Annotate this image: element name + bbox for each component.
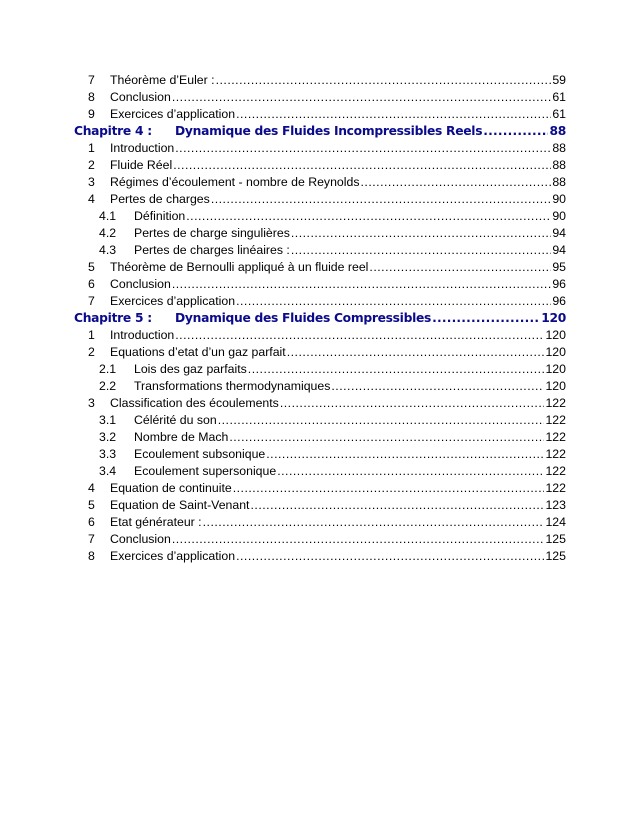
toc-entry-page: 120 [545, 328, 566, 342]
toc-entry[interactable] [0, 174, 638, 191]
toc-entry-title: Définition [134, 209, 186, 223]
toc-leader-dots [248, 361, 545, 378]
toc-entry-title: Nombre de Mach [134, 430, 229, 444]
toc-leader-dots [236, 293, 551, 310]
toc-entry[interactable] [0, 191, 638, 208]
toc-leader-dots [218, 412, 545, 429]
toc-leader-dots [172, 89, 551, 106]
toc-entry-number: 6 [88, 515, 95, 529]
toc-entry-page: 61 [552, 90, 566, 104]
toc-entry-page: 120 [545, 379, 566, 393]
toc-entry-body [110, 344, 566, 361]
toc-entry-title: Pertes de charge singulières [134, 226, 290, 240]
toc-leader-dots [360, 174, 551, 191]
toc-leader-dots [172, 276, 551, 293]
toc-entry-title: Conclusion [110, 90, 171, 104]
toc-entry-page: 88 [552, 141, 566, 155]
toc-entry-page: 94 [552, 243, 566, 257]
toc-entry-number: 2.2 [99, 379, 117, 393]
toc-leader-dots [233, 480, 545, 497]
toc-entry-page: 95 [552, 260, 566, 274]
toc-entry-page: 122 [545, 464, 566, 478]
toc-entry-title: Pertes de charges linéaires : [134, 243, 290, 257]
toc-leader-dots [172, 531, 545, 548]
toc-entry-body [175, 123, 566, 140]
toc-entry-body [175, 310, 566, 327]
toc-entry-number: 6 [88, 277, 95, 291]
toc-entry[interactable] [0, 412, 638, 429]
toc-entry-page: 123 [545, 498, 566, 512]
toc-entry[interactable] [0, 548, 638, 565]
toc-entry-body [134, 208, 566, 225]
toc-entry-body [110, 293, 566, 310]
toc-entry[interactable] [0, 242, 638, 259]
toc-entry-number: 4 [88, 481, 95, 495]
toc-entry-title: Fluide Réel [110, 158, 173, 172]
toc-entry-body [110, 497, 566, 514]
toc-entry-page: 90 [552, 192, 566, 206]
toc-entry-title: Transformations thermodynamiques [134, 379, 331, 393]
toc-entry-page: 61 [552, 107, 566, 121]
toc-leader-dots [229, 429, 544, 446]
toc-entry[interactable] [0, 361, 638, 378]
toc-entry[interactable] [0, 395, 638, 412]
toc-leader-dots [331, 378, 544, 395]
toc-chapter-heading[interactable] [0, 123, 638, 140]
toc-entry-number: 2.1 [99, 362, 117, 376]
toc-leader-dots [250, 497, 544, 514]
toc-entry-number: 4.3 [99, 243, 117, 257]
toc-entry-title: Célérité du son [134, 413, 217, 427]
toc-entry-number: 3 [88, 396, 95, 410]
toc-entry-number: Chapitre 5 : [74, 311, 152, 325]
toc-entry-body [110, 395, 566, 412]
toc-entry-title: Exercices d’application [110, 294, 236, 308]
toc-entry-page: 122 [545, 396, 566, 410]
toc-entry-page: 94 [552, 226, 566, 240]
toc-entry-body [110, 259, 566, 276]
toc-entry-number: 7 [88, 532, 95, 546]
toc-entry-body [110, 548, 566, 565]
toc-entry[interactable] [0, 446, 638, 463]
toc-entry-title: Conclusion [110, 532, 171, 546]
toc-entry[interactable] [0, 225, 638, 242]
toc-entry-page: 120 [541, 311, 566, 325]
toc-entry-title: Ecoulement subsonique [134, 447, 266, 461]
toc-entry-title: Dynamique des Fluides Incompressibles Reels [175, 124, 483, 138]
toc-entry-page: 96 [552, 277, 566, 291]
toc-entry[interactable] [0, 514, 638, 531]
toc-leader-dots [280, 395, 545, 412]
toc-entry-number: 8 [88, 549, 95, 563]
toc-entry-title: Introduction [110, 141, 175, 155]
toc-entry-title: Pertes de charges [110, 192, 210, 206]
toc-entry-page: 120 [545, 362, 566, 376]
toc-chapter-heading[interactable] [0, 310, 638, 327]
toc-entry-body [110, 89, 566, 106]
toc-entry-body [134, 429, 566, 446]
toc-leader-dots [432, 310, 540, 327]
toc-entry-body [134, 361, 566, 378]
toc-entry-body [110, 157, 566, 174]
toc-entry-title: Equation de continuite [110, 481, 232, 495]
toc-entry-page: 120 [545, 345, 566, 359]
toc-entry-number: 5 [88, 498, 95, 512]
toc-leader-dots [203, 514, 545, 531]
toc-leader-dots [291, 242, 551, 259]
toc-entry-number: 4.2 [99, 226, 117, 240]
toc-leader-dots [369, 259, 551, 276]
toc-entry-body [110, 276, 566, 293]
toc-entry-body [134, 463, 566, 480]
toc-entry-body [110, 191, 566, 208]
toc-entry-number: 5 [88, 260, 95, 274]
toc-entry-page: 59 [552, 73, 566, 87]
toc-leader-dots [277, 463, 544, 480]
toc-entry-page: 96 [552, 294, 566, 308]
toc-entry[interactable] [0, 276, 638, 293]
toc-entry-number: 4.1 [99, 209, 117, 223]
toc-entry-title: Introduction [110, 328, 175, 342]
toc-entry[interactable] [0, 208, 638, 225]
toc-entry-number: 2 [88, 345, 95, 359]
toc-entry-body [110, 531, 566, 548]
toc-entry[interactable] [0, 72, 638, 89]
toc-entry-page: 124 [545, 515, 566, 529]
toc-entry-title: Conclusion [110, 277, 171, 291]
toc-entry[interactable] [0, 497, 638, 514]
toc-entry[interactable] [0, 429, 638, 446]
toc-entry-title: Classification des écoulements [110, 396, 279, 410]
toc-entry-number: 3.2 [99, 430, 117, 444]
toc-entry-page: 125 [545, 532, 566, 546]
toc-leader-dots [236, 548, 544, 565]
toc-entry[interactable] [0, 259, 638, 276]
toc-entry-body [134, 378, 566, 395]
toc-entry[interactable] [0, 531, 638, 548]
toc-entry-title: Exercices d’application [110, 107, 236, 121]
toc-entry-body [110, 174, 566, 191]
toc-entry-number: 2 [88, 158, 95, 172]
toc-entry-body [110, 514, 566, 531]
toc-leader-dots [186, 208, 551, 225]
toc-entry[interactable] [0, 293, 638, 310]
toc-entry-number: 3 [88, 175, 95, 189]
toc-entry-page: 88 [552, 158, 566, 172]
toc-entry-title: Equation de Saint-Venant [110, 498, 250, 512]
toc-entry[interactable] [0, 157, 638, 174]
toc-entry-title: Théorème de Bernoulli appliqué à un fluide reel [110, 260, 369, 274]
toc-entry-body [134, 242, 566, 259]
toc-entry-title: Equations d’etat d’un gaz parfait [110, 345, 286, 359]
toc-leader-dots [236, 106, 551, 123]
toc-entry[interactable] [0, 480, 638, 497]
toc-entry-number: Chapitre 4 : [74, 124, 152, 138]
toc-entry-number: 3.1 [99, 413, 117, 427]
table-of-contents [0, 72, 638, 565]
toc-entry[interactable] [0, 140, 638, 157]
toc-entry-number: 8 [88, 90, 95, 104]
toc-entry-number: 7 [88, 73, 95, 87]
toc-entry-body [110, 140, 566, 157]
toc-entry-number: 1 [88, 328, 95, 342]
toc-entry-title: Etat générateur : [110, 515, 202, 529]
toc-entry-title: Lois des gaz parfaits [134, 362, 247, 376]
toc-entry-title: Dynamique des Fluides Compressibles [175, 311, 432, 325]
toc-entry-page: 122 [545, 481, 566, 495]
toc-entry-body [110, 327, 566, 344]
toc-entry-page: 122 [545, 413, 566, 427]
toc-entry-title: Ecoulement supersonique [134, 464, 277, 478]
toc-entry-body [110, 480, 566, 497]
toc-entry[interactable] [0, 344, 638, 361]
toc-entry-number: 9 [88, 107, 95, 121]
toc-entry-body [134, 446, 566, 463]
toc-entry-page: 122 [545, 430, 566, 444]
toc-entry[interactable] [0, 106, 638, 123]
toc-leader-dots [483, 123, 548, 140]
toc-entry-title: Théorème d’Euler : [110, 73, 215, 87]
toc-entry-page: 88 [549, 124, 566, 138]
toc-entry[interactable] [0, 327, 638, 344]
toc-entry-body [110, 72, 566, 89]
toc-entry-body [134, 412, 566, 429]
toc-entry[interactable] [0, 463, 638, 480]
toc-leader-dots [216, 72, 552, 89]
toc-entry-title: Exercices d’application [110, 549, 236, 563]
toc-entry-number: 7 [88, 294, 95, 308]
toc-entry-number: 3.4 [99, 464, 117, 478]
toc-entry-page: 125 [545, 549, 566, 563]
toc-leader-dots [173, 157, 551, 174]
toc-leader-dots [291, 225, 551, 242]
toc-leader-dots [266, 446, 544, 463]
toc-entry-title: Régimes d’écoulement - nombre de Reynolds [110, 175, 360, 189]
toc-entry-number: 4 [88, 192, 95, 206]
toc-entry[interactable] [0, 89, 638, 106]
toc-entry[interactable] [0, 378, 638, 395]
toc-entry-body [134, 225, 566, 242]
toc-entry-page: 88 [552, 175, 566, 189]
toc-entry-page: 122 [545, 447, 566, 461]
toc-leader-dots [175, 140, 551, 157]
toc-leader-dots [211, 191, 552, 208]
toc-entry-number: 3.3 [99, 447, 117, 461]
toc-entry-body [110, 106, 566, 123]
toc-leader-dots [175, 327, 544, 344]
toc-entry-number: 1 [88, 141, 95, 155]
toc-leader-dots [287, 344, 545, 361]
toc-entry-page: 90 [552, 209, 566, 223]
